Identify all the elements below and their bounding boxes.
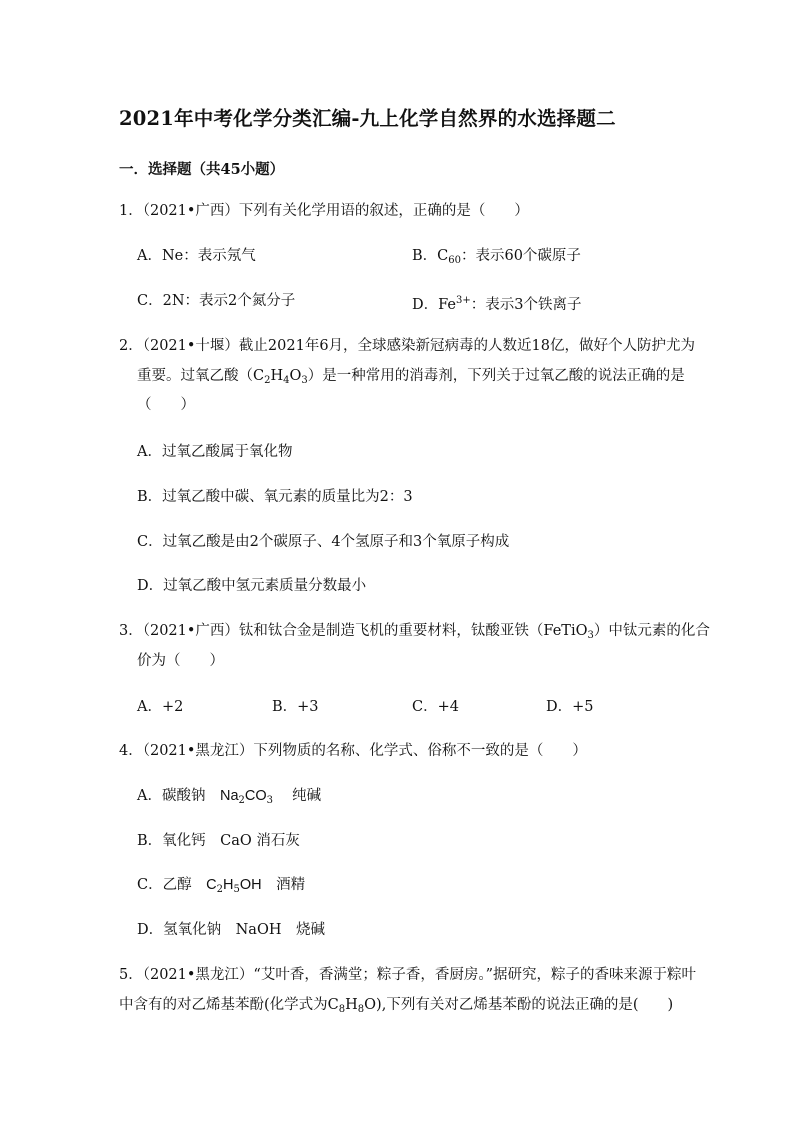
question-5-stem-line-1: 5．（2021•黑龙江）“艾叶香，香满堂；粽子香，香厨房。”据研究，粽子的香味来源于粽叶 <box>119 967 697 983</box>
question-2-option-a: A．过氧乙酸属于氧化物 <box>137 444 293 460</box>
question-3-option-d: D．+5 <box>546 699 594 715</box>
question-2-stem-line-1: 2．（2021•十堰）截止2021年6月，全球感染新冠病毒的人数近18亿，做好个人防护尤为 <box>119 338 696 354</box>
question-1-option-b: B．$C_{60}$：表示60个碳原子 <box>412 248 581 266</box>
question-1-stem: 1．（2021•广西）下列有关化学用语的叙述，正确的是（ ） <box>119 203 529 219</box>
question-1-option-d: D．$Fe^{3+}$：表示3个铁离子 <box>412 295 582 313</box>
question-1-option-a: A．Ne：表示氖气 <box>137 248 256 264</box>
question-2-option-b: B．过氧乙酸中碳、氧元素的质量比为2：3 <box>137 489 413 505</box>
question-3-option-b: B．+3 <box>272 699 319 715</box>
question-3-stem-line-2: 价为（ ） <box>137 653 224 669</box>
question-4-option-b: B．氧化钙 CaO 消石灰 <box>137 833 300 849</box>
question-4-option-a: A．碳酸钠 $Na_2CO_3$ 纯碱 <box>137 788 322 806</box>
question-2-option-d: D．过氧乙酸中氢元素质量分数最小 <box>137 578 367 594</box>
question-1-option-c: C．2N：表示2个氮分子 <box>137 293 296 309</box>
question-4-option-c: C．乙醇 $C_2H_5OH$ 酒精 <box>137 877 306 895</box>
question-4-stem: 4．（2021•黑龙江）下列物质的名称、化学式、俗称不一致的是（ ） <box>119 743 587 759</box>
section-heading: 一．选择题（共45小题） <box>119 161 285 178</box>
question-3-stem-line-1: 3．（2021•广西）钛和钛合金是制造飞机的重要材料，钛酸亚铁（FeTiO$_3$）中钛元素的化合 <box>119 623 710 641</box>
question-3-option-c: C．+4 <box>412 699 459 715</box>
question-2-stem-line-3: （ ） <box>137 397 195 413</box>
question-2-stem-line-2: 重要。过氧乙酸$(C_2H_4O_3)$是一种常用的消毒剂，下列关于过氧乙酸的说法正确的是 <box>137 368 685 386</box>
question-5-stem-line-2: 中含有的对乙烯基苯酚(化学式为$C_8H_8O$),下列有关对乙烯基苯酚的说法正确的是( ) <box>119 997 674 1015</box>
document-title: 2021年中考化学分类汇编-九上化学自然界的水选择题二 <box>119 107 616 130</box>
question-3-option-a: A．+2 <box>137 699 184 715</box>
question-2-option-c: C．过氧乙酸是由2个碳原子、4个氢原子和3个氧原子构成 <box>137 534 510 550</box>
question-4-option-d: D．氢氧化钠 NaOH 烧碱 <box>137 922 325 938</box>
